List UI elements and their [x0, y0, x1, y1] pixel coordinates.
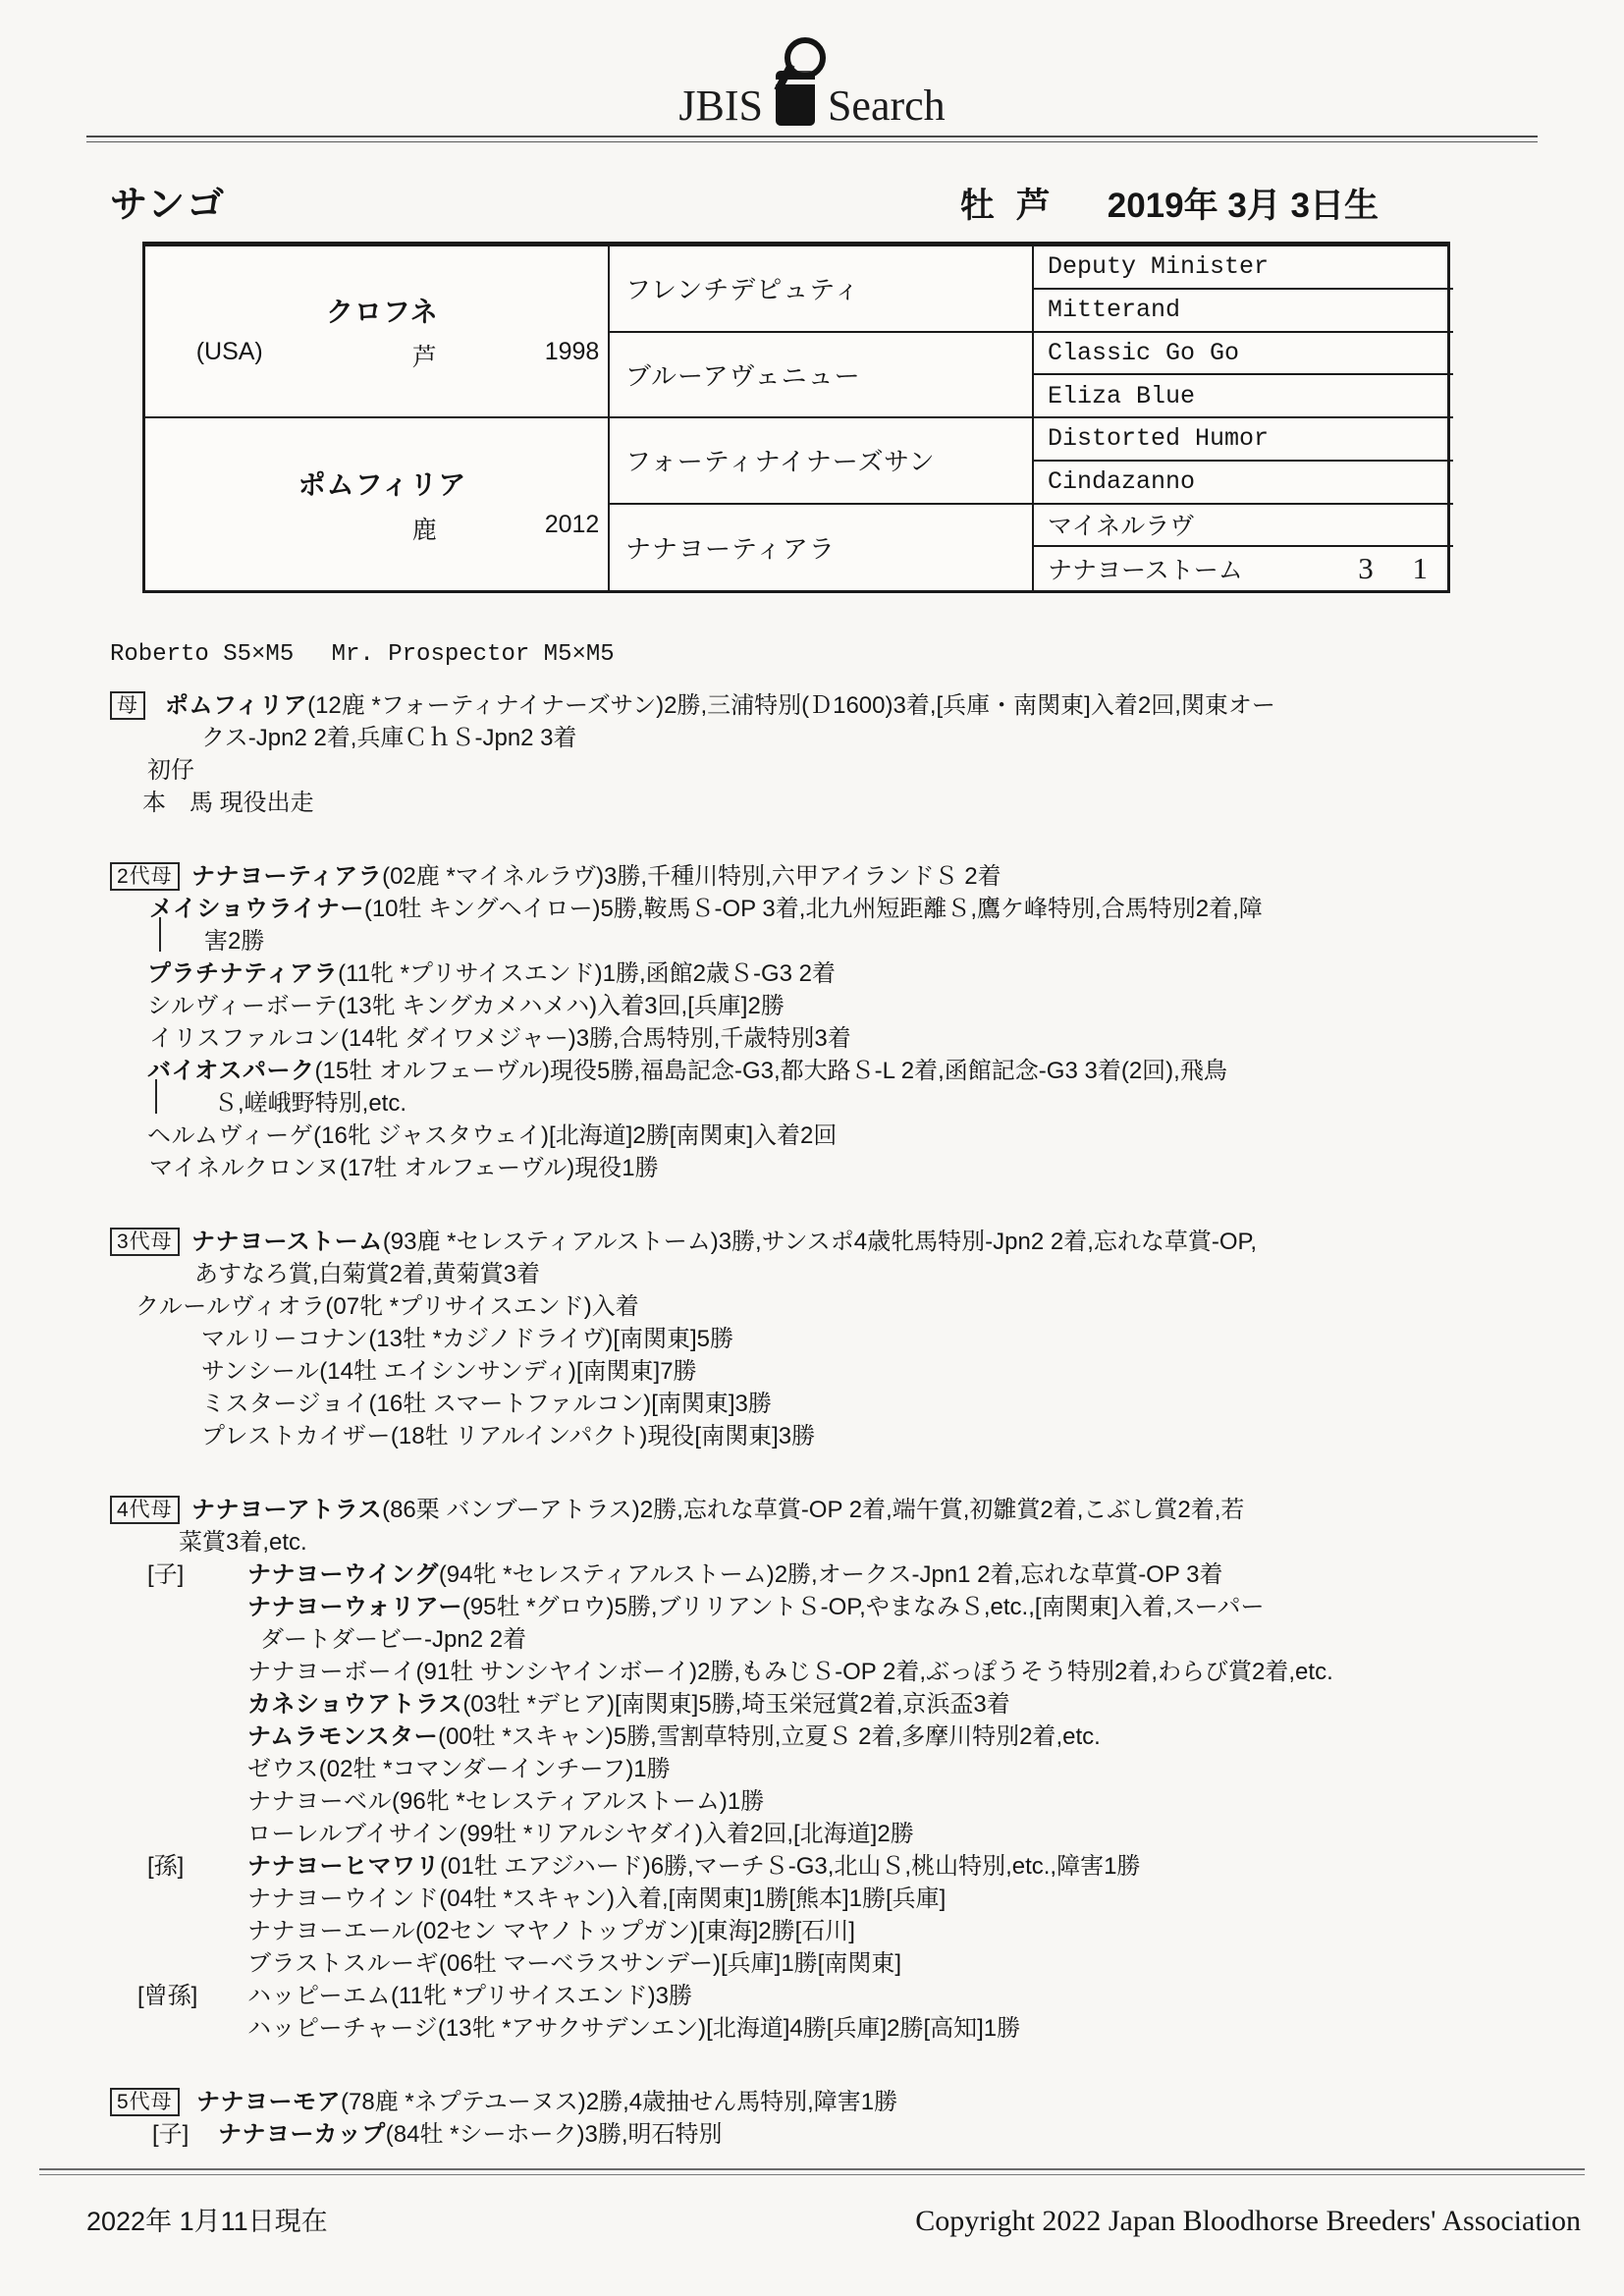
pedigree-line — [0, 860, 1624, 893]
horse-name: ナナヨーウインド — [247, 1886, 440, 1912]
pedigree-line — [0, 1152, 1624, 1184]
relation-label: [孫] — [147, 1853, 185, 1880]
pedigree-line — [0, 1022, 1624, 1055]
record-text: (94牝 *セレスティアルストーム)2勝,オークス-Jpn1 2着,忘れな草賞-OP 3着 — [438, 1561, 1223, 1588]
record-text: (02牡 *コマンダーインチーフ)1勝 — [318, 1756, 671, 1782]
pedigree-line — [0, 689, 1624, 722]
record-text: ダートダービー-Jpn2 2着 — [260, 1626, 527, 1653]
record-text: (03牡 *デヒア)[南関東]5勝,埼玉栄冠賞2着,京浜盃3着 — [462, 1691, 1010, 1718]
record-text: (13牡 *カジノドライヴ)[南関東]5勝 — [368, 1326, 734, 1352]
horse-name: ゼウス — [247, 1756, 319, 1782]
ggp-1: Deputy Minister — [1034, 246, 1453, 290]
pedigree-line — [0, 957, 1624, 990]
tree-bar — [159, 917, 161, 952]
pedigree-table — [142, 242, 1450, 593]
generation-label: 4代母 — [110, 1496, 180, 1524]
sire-name: クロフネ — [326, 296, 439, 327]
jbis-logo-text-left: JBIS — [678, 82, 763, 130]
ggp-2: Mitterand — [1034, 290, 1453, 333]
pedigree-line — [0, 2086, 1624, 2118]
pedigree-line — [0, 1420, 1624, 1452]
dam-name: ポムフィリア — [298, 468, 467, 500]
horse-sex-coat-birth — [960, 179, 1379, 228]
horse-name: マイネルクロンヌ — [149, 1155, 340, 1181]
record-text: (01牡 エアジハード)6勝,マーチＳ-G3,北山Ｓ,桃山特別,etc.,障害1勝 — [440, 1853, 1141, 1880]
record-text: (14牡 エイシンサンディ)[南関東]7勝 — [319, 1358, 697, 1385]
pedigree-line — [0, 1591, 1624, 1623]
jbis-logo-text-right: Search — [827, 82, 946, 130]
record-text: (78鹿 *ネプテユーヌス)2勝,4歳抽せん馬特別,障害1勝 — [341, 2089, 898, 2115]
pedigree-line — [0, 1494, 1624, 1526]
horse-name: ミスタージョイ — [201, 1391, 369, 1417]
pedigree-line — [0, 787, 1624, 819]
title-row — [110, 174, 1379, 228]
horse-name: サンシール — [201, 1358, 320, 1385]
horse-coat: 芦 — [1015, 187, 1051, 225]
sire-meta — [154, 338, 600, 373]
pedigree-line — [0, 1915, 1624, 1947]
record-text: (91牡 サンシヤインボーイ)2勝,もみじＳ-OP 2着,ぶっぽうそう特別2着,わらび賞2着,etc. — [415, 1659, 1333, 1685]
pedigree-line — [0, 1388, 1624, 1420]
tree-bar — [155, 1079, 157, 1114]
pedigree-line — [0, 1623, 1624, 1656]
data-as-of-date: 2022年 1月11日現在 — [86, 2207, 328, 2236]
horse-name: マルリーコナン — [201, 1326, 369, 1352]
record-text: (02鹿 *マイネルラヴ)3勝,千種川特別,六甲アイランドＳ 2着 — [382, 863, 1001, 890]
pedigree-line — [0, 2012, 1624, 2045]
dam-year: 2012 — [544, 510, 600, 538]
record-text: (16牝 ジャスタウェイ)[北海道]2勝[南関東]入着2回 — [313, 1122, 838, 1149]
record-text: 本 馬 現役出走 — [142, 790, 314, 816]
record-text: (96牝 *セレスティアルストーム)1勝 — [392, 1788, 765, 1815]
generation-label: 母 — [110, 691, 145, 720]
horse-name: クルールヴィオラ — [135, 1293, 326, 1320]
horse-name: ポムフィリア — [165, 692, 308, 719]
pedigree-line — [0, 1753, 1624, 1785]
horse-name: ナナヨーカップ — [218, 2121, 386, 2148]
header-divider — [86, 136, 1538, 142]
record-text: (18牡 リアルインパクト)現役[南関東]3勝 — [390, 1423, 816, 1449]
record-text: (86栗 バンブーアトラス)2勝,忘れな草賞-OP 2着,端午賞,初雛賞2着,こぶし賞2着,若 — [382, 1497, 1245, 1523]
pedigree-line — [0, 990, 1624, 1022]
ggp-5: Distorted Humor — [1034, 418, 1453, 462]
pedigree-line — [0, 1818, 1624, 1850]
horse-name: ナナヨーボーイ — [247, 1659, 416, 1685]
record-text: あすなろ賞,白菊賞2着,黄菊賞3着 — [194, 1261, 541, 1287]
pedigree-line — [0, 1120, 1624, 1152]
record-text: (84牡 *シーホーク)3勝,明石特別 — [385, 2121, 723, 2148]
sire-year: 1998 — [544, 337, 600, 365]
pedigree-sire-cell — [145, 246, 610, 418]
pedigree-line — [0, 1258, 1624, 1290]
horse-name: ナナヨーアトラス — [191, 1497, 383, 1523]
record-text: (10牡 キングヘイロー)5勝,鞍馬Ｓ-OP 3着,北九州短距離Ｓ,鷹ケ峰特別,合馬特別2着,障 — [363, 896, 1263, 922]
pedigree-line — [0, 1688, 1624, 1721]
pedigree-line — [0, 1087, 1624, 1120]
record-text: (11牝 *プリサイスエンド)1勝,函館2歳Ｓ-G3 2着 — [338, 960, 837, 987]
horse-name: カネショウアトラス — [247, 1691, 463, 1718]
horse-name: シルヴィーボーテ — [147, 993, 338, 1019]
horse-name: プレストカイザー — [201, 1423, 391, 1449]
dam-origin — [196, 511, 412, 546]
pedigree-line — [0, 754, 1624, 787]
record-text: (06牡 マーベラスサンデー)[兵庫]1勝[南関東] — [439, 1950, 902, 1977]
horse-name: プラチナティアラ — [147, 960, 339, 987]
relation-label: [曾孫] — [137, 1983, 198, 2009]
horse-name: ナナヨーベル — [247, 1788, 392, 1815]
jbis-magnifier-inkbottle-icon — [767, 37, 824, 128]
record-text: (17牡 オルフェーヴル)現役1勝 — [339, 1155, 659, 1181]
female-family-sections — [0, 689, 1624, 2151]
ggp-8-name: ナナヨーストーム — [1048, 558, 1243, 587]
page-header — [0, 0, 1624, 128]
record-text: (00牡 *スキャン)5勝,雪割草特別,立夏Ｓ 2着,多摩川特別2着,etc. — [438, 1723, 1101, 1750]
pedigree-dam-cell — [145, 418, 610, 590]
record-text: (15牡 オルフェーヴル)現役5勝,福島記念-G3,都大路Ｓ-L 2着,函館記念-G3 3着(2回),飛鳥 — [314, 1058, 1227, 1084]
record-text: (04牡 *スキャン)入着,[南関東]1勝[熊本]1勝[兵庫] — [439, 1886, 947, 1912]
pedigree-line — [0, 1055, 1624, 1087]
record-text: (99牡 *リアルシヤダイ)入着2回,[北海道]2勝 — [459, 1821, 914, 1847]
pedigree-line — [0, 1850, 1624, 1883]
record-text: (95牡 *グロウ)5勝,ブリリアントＳ-OP,やまなみＳ,etc.,[南関東]入着,スーパー — [461, 1594, 1265, 1620]
ggp-6: Cindazanno — [1034, 462, 1453, 505]
record-text: クス-Jpn2 2着,兵庫ＣｈＳ-Jpn2 3着 — [201, 725, 577, 751]
pedigree-line — [0, 1883, 1624, 1915]
grandsire-maternal: フォーティナイナーズサン — [610, 418, 1034, 505]
horse-birthdate: 2019年 3月 3日生 — [1107, 187, 1379, 225]
record-text: (14牝 ダイワメジャー)3勝,合馬特別,千歳特別3着 — [341, 1025, 851, 1052]
pedigree-line — [0, 1323, 1624, 1355]
granddam-maternal: ナナヨーティアラ — [610, 505, 1034, 591]
horse-name: ハッピーエム — [247, 1983, 392, 2009]
pedigree-section — [0, 2086, 1624, 2151]
record-text: (93鹿 *セレスティアルストーム)3勝,サンスポ4歳牝馬特別-Jpn2 2着,忘れな草賞-OP, — [382, 1229, 1258, 1255]
family-number: 3 1 — [1358, 551, 1443, 586]
record-text: 害2勝 — [204, 928, 265, 955]
ggp-4: Eliza Blue — [1034, 375, 1453, 418]
sire-origin: (USA) — [195, 337, 263, 365]
pedigree-section — [0, 1494, 1624, 2045]
horse-name: ナナヨーストーム — [191, 1229, 383, 1255]
dam-meta — [154, 511, 600, 546]
horse-name: ハッピーチャージ — [247, 2015, 438, 2042]
horse-name-title: サンゴ — [110, 185, 227, 226]
generation-label: 3代母 — [110, 1228, 180, 1256]
record-text: (12鹿 *フォーティナイナーズサン)2勝,三浦特別(Ｄ1600)3着,[兵庫・南関東]入着2回,関東オー — [307, 692, 1275, 719]
generation-label: 5代母 — [110, 2088, 180, 2116]
record-text: (13牝 キングカメハメハ)入着3回,[兵庫]2勝 — [337, 993, 785, 1019]
ggp-7: マイネルラヴ — [1034, 505, 1453, 548]
inbreeding-line: Roberto S5×M5 Mr. Prospector M5×M5 — [110, 641, 615, 668]
pedigree-line — [0, 1226, 1624, 1258]
grandsire-paternal: フレンチデピュティ — [610, 246, 1034, 333]
horse-name: ナナヨーウォリアー — [247, 1594, 462, 1620]
ggp-3: Classic Go Go — [1034, 333, 1453, 376]
horse-name: ナムラモンスター — [247, 1723, 439, 1750]
pedigree-section — [0, 1226, 1624, 1452]
pedigree-line — [0, 2118, 1624, 2151]
horse-name: ナナヨーモア — [196, 2089, 341, 2115]
horse-name: ナナヨーヒマワリ — [247, 1853, 440, 1880]
pedigree-line — [0, 1980, 1624, 2012]
pedigree-line — [0, 1721, 1624, 1753]
horse-name: バイオスパーク — [147, 1058, 315, 1084]
horse-name: ナナヨーウイング — [247, 1561, 439, 1588]
pedigree-line — [0, 1656, 1624, 1688]
page-footer — [86, 2200, 1581, 2238]
sire-coat: 芦 — [411, 343, 437, 371]
granddam-paternal: ブルーアヴェニュー — [610, 333, 1034, 419]
horse-sex: 牡 — [959, 187, 995, 225]
record-text: Ｓ,嵯峨野特別,etc. — [214, 1090, 407, 1117]
dam-coat: 鹿 — [411, 516, 437, 544]
record-text: (07牝 *プリサイスエンド)入着 — [325, 1293, 639, 1320]
record-text: (13牝 *アサクサデンエン)[北海道]4勝[兵庫]2勝[高知]1勝 — [437, 2015, 1021, 2042]
pedigree-line — [0, 722, 1624, 754]
pedigree-line — [0, 925, 1624, 957]
horse-name: ブラストスルーギ — [247, 1950, 440, 1977]
record-text: (02セン マヤノトップガン)[東海]2勝[石川] — [415, 1918, 855, 1944]
relation-label: [子] — [147, 1561, 185, 1588]
horse-name: ナナヨーティアラ — [191, 863, 383, 890]
pedigree-line — [0, 1290, 1624, 1323]
pedigree-line — [0, 1558, 1624, 1591]
horse-name: ローレルブイサイン — [247, 1821, 460, 1847]
record-text: (16牡 スマートファルコン)[南関東]3勝 — [368, 1391, 772, 1417]
horse-name: メイショウライナー — [149, 896, 364, 922]
pedigree-line — [0, 1947, 1624, 1980]
pedigree-line — [0, 1355, 1624, 1388]
footer-divider — [39, 2168, 1585, 2175]
record-text: 菜賞3着,etc. — [179, 1529, 307, 1556]
pedigree-line — [0, 893, 1624, 925]
generation-label: 2代母 — [110, 862, 180, 891]
pedigree-line — [0, 1526, 1624, 1558]
copyright-notice: Copyright 2022 Japan Bloodhorse Breeders' Association — [915, 2205, 1581, 2237]
record-text: (11牝 *プリサイスエンド)3勝 — [391, 1983, 692, 2009]
relation-label: [子] — [152, 2121, 189, 2148]
pedigree-line — [0, 1785, 1624, 1818]
horse-name: ヘルムヴィーゲ — [147, 1122, 314, 1149]
record-text: 初仔 — [147, 757, 194, 784]
jbis-logo — [678, 37, 945, 128]
horse-name: イリスファルコン — [149, 1025, 342, 1052]
pedigree-section — [0, 689, 1624, 819]
horse-name: ナナヨーエール — [247, 1918, 416, 1944]
ggp-8 — [1034, 547, 1453, 590]
pedigree-section — [0, 860, 1624, 1184]
